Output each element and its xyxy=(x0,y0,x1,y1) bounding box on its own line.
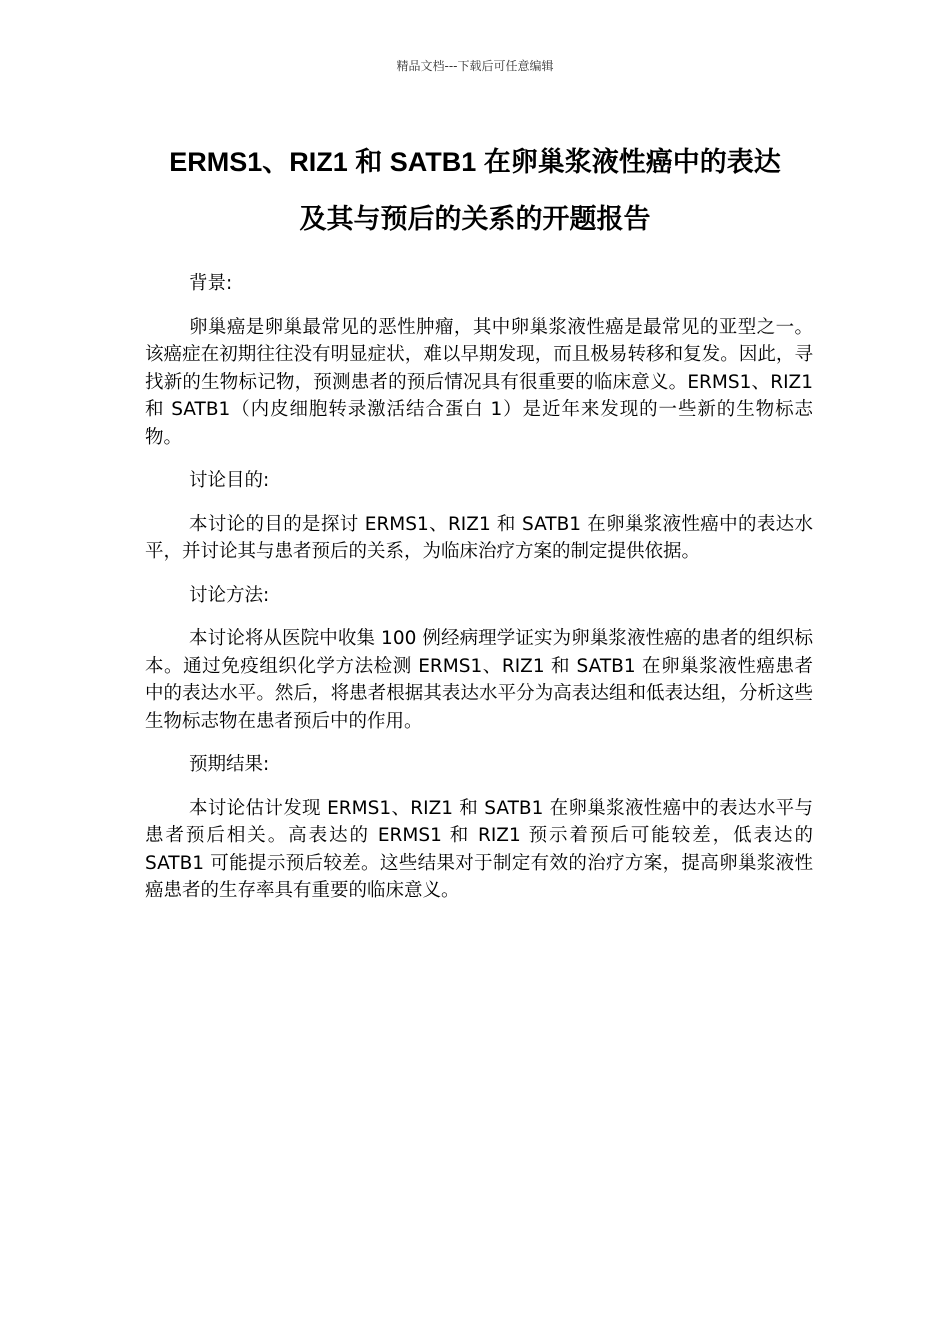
section-heading-purpose: 讨论目的: xyxy=(189,470,270,491)
section-body-purpose: 本讨论的目的是探讨 ERMS1、RIZ1 和 SATB1 在卵巢浆液性癌中的表达水平，并讨论其与患者预后的关系，为临床治疗方案的制定提供依据。 xyxy=(145,513,813,562)
title-line-2: 及其与预后的关系的开题报告 xyxy=(299,204,651,234)
section-heading-method: 讨论方法: xyxy=(189,584,270,606)
header-note: 精品文档---下载后可任意编辑 xyxy=(396,59,554,73)
section-body-background: 卵巢癌是卵巢最常见的恶性肿瘤，其中卵巢浆液性癌是最常见的亚型之一。该癌症在初期往往没有明显症状，难以早期发现，而且极易转移和复发。因此，寻找新的生物标记物，预测患者的预后情况具有很重要的临床意义。ERMS1、RIZ1 和 SATB1（内皮细胞转录激活结合蛋白 1）是近年来发现的一些新的生物标志物。 xyxy=(145,316,813,448)
section-heading-expected-results: 预期结果: xyxy=(189,754,270,775)
section-heading-background: 背景: xyxy=(189,273,233,294)
document-title xyxy=(140,134,810,248)
document-body xyxy=(145,270,813,921)
title-line-1: ERMS1、RIZ1 和 SATB1 在卵巢浆液性癌中的表达 xyxy=(169,147,781,177)
section-body-expected-results: 本讨论估计发现 ERMS1、RIZ1 和 SATB1 在卵巢浆液性癌中的表达水平与患者预后相关。高表达的 ERMS1 和 RIZ1 预示着预后可能较差，低表达的 SATB1 可能提示预后较差。这些结果对于制定有效的治疗方案，提高卵巢浆液性癌患者的生存率具有重要的临床意义。 xyxy=(145,797,813,901)
section-body-method: 本讨论将从医院中收集 100 例经病理学证实为卵巢浆液性癌的患者的组织标本。通过免疫组织化学方法检测 ERMS1、RIZ1 和 SATB1 在卵巢浆液性癌患者中的表达水平。然后，将患者根据其表达水平分为高表达组和低表达组，分析这些生物标志物在患者预后中的作用。 xyxy=(145,628,813,732)
